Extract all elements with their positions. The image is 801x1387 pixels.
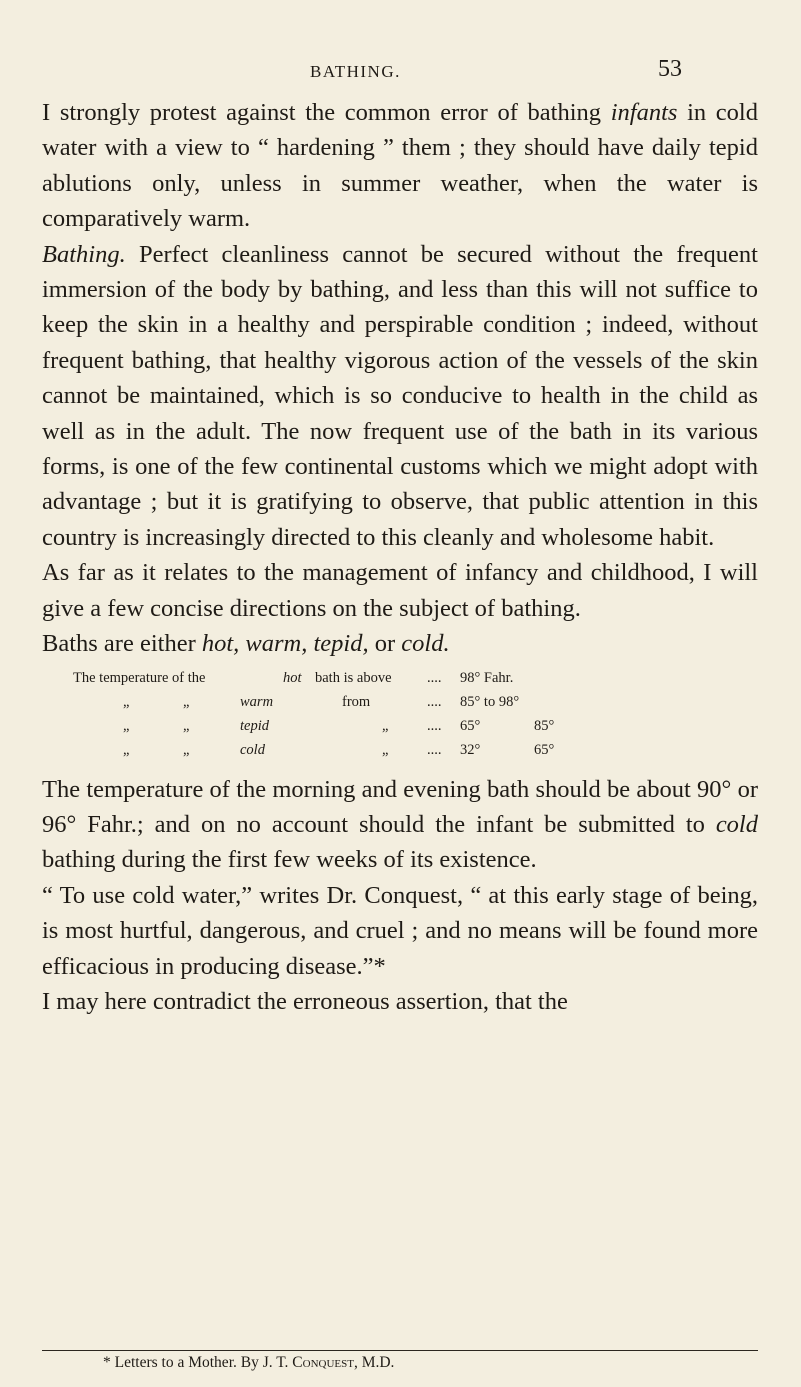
temperature-row-hot [42, 666, 758, 690]
table-dots: .... [427, 717, 442, 734]
text-span: The temperature of the morning and evening bath should be about 90° or 96° Fahr.; and on no account should the infant be submitted to [42, 775, 758, 838]
text-span: in cold water with a view to “ hardening ” them ; they should have daily tepid ablutions only, unless in summer weather, when the water is comparatively warm. [42, 99, 758, 233]
table-value-high: 65° [534, 741, 555, 758]
table-kind-cold: cold [240, 741, 265, 758]
temperature-row-warm [42, 690, 758, 714]
table-kind-tepid: tepid [240, 717, 269, 734]
ditto-mark: „ [123, 717, 130, 734]
temperature-row-tepid [42, 714, 758, 738]
temperature-row-cold [42, 738, 758, 762]
ditto-mark: „ [183, 717, 190, 734]
footnote-suffix: M.D. [361, 1354, 395, 1371]
table-value: 98° Fahr. [460, 669, 514, 686]
ditto-mark: „ [183, 741, 190, 758]
body-text [42, 95, 758, 1019]
text-span: I strongly protest against the common error of bathing [42, 99, 611, 126]
table-mid-text: bath is above [315, 669, 392, 686]
table-dots: .... [427, 741, 442, 758]
italic-cold: cold. [401, 630, 450, 658]
italic-bath-kinds: hot, warm, tepid, [201, 630, 369, 658]
italic-cold: cold [715, 810, 758, 838]
temperature-table [42, 666, 758, 762]
table-value: 85° to 98° [460, 693, 520, 710]
text-span: or [368, 630, 402, 658]
running-head: BATHING. [310, 62, 401, 81]
footnote-author: Conquest, [292, 1354, 358, 1371]
paragraph-bathing [42, 237, 758, 556]
table-lead-text: The temperature of the [73, 669, 206, 686]
text-span: As far as it relates to the management of infancy and childhood, I will give a few concise directions on the subject of bathing. [42, 559, 758, 622]
table-kind-hot: hot [283, 669, 302, 686]
paragraph-quotation [42, 878, 758, 984]
ditto-mark: „ [183, 693, 190, 710]
table-value-high: 85° [534, 717, 555, 734]
table-value-low: 32° [460, 741, 481, 758]
text-span: bathing during the first few weeks of its existence. [42, 846, 537, 874]
ditto-mark: „ [382, 717, 389, 734]
text-span: Baths are either [42, 630, 202, 658]
page-header [0, 56, 801, 92]
paragraph-infant-bathing [42, 95, 758, 237]
text-span: “ To use cold water,” writes Dr. Conquest, “ at this early stage of being, is most hurtful, dangerous, and cruel ; and no means will be found more efficacious in producing disease.”* [42, 881, 758, 980]
footnote-text: Letters to a Mother. By J. T. [114, 1354, 289, 1371]
table-dots: .... [427, 669, 442, 686]
paragraph-morning-bath [42, 772, 758, 878]
table-kind-warm: warm [240, 693, 274, 710]
italic-heading-bathing: Bathing. [42, 240, 126, 268]
ditto-mark: „ [382, 741, 389, 758]
footnote-divider [42, 1350, 758, 1351]
ditto-mark: „ [123, 693, 130, 710]
table-value-low: 65° [460, 717, 481, 734]
page-number: 53 [658, 56, 682, 82]
table-relation: from [342, 693, 371, 710]
paragraph-management [42, 555, 758, 626]
footnote-marker: * [103, 1354, 111, 1371]
ditto-mark: „ [123, 741, 130, 758]
footnote [103, 1354, 394, 1372]
table-dots: .... [427, 693, 442, 710]
paragraph-bath-kinds [42, 626, 758, 661]
italic-infants: infants [610, 99, 678, 126]
paragraph-contradict [42, 984, 758, 1019]
text-span: Perfect cleanliness cannot be secured without the frequent immersion of the body by bathing, and less than this will not suffice to keep the skin in a healthy and perspirable condition ; indeed, without frequent bathing, that healthy vigorous action of the vessels of the skin cannot be maintained, which is so conducive to health in the child as well as in the adult. The now frequent use of the bath in its various forms, is one of the few continental customs which we might adopt with advantage ; but it is gratifying to observe, that public attention in this country is increasingly directed to this cleanly and wholesome habit. [42, 240, 758, 551]
text-span: I may here contradict the erroneous assertion, that the [42, 987, 568, 1015]
